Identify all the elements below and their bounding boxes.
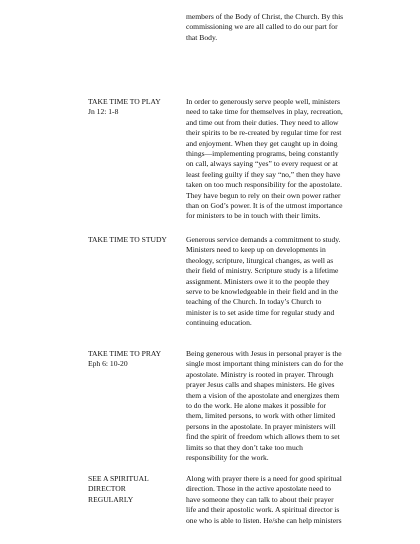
text-line: to do the work. He alone makes it possible for [186,401,327,411]
text-line: least feeling guilty if they say “no,” then they have [186,169,341,179]
text-line: life and their apostolic work. A spiritual director is [186,505,340,515]
text-line: prayer Jesus calls and shapes ministers. He gives [186,380,335,390]
text-line: one who is able to listen. He/she can help ministers [186,515,342,525]
text-line: members of the Body of Christ, the Church. By this [186,12,344,21]
text-line: DIRECTOR [88,484,126,494]
text-line: Jn 12: 1-8 [88,107,119,117]
text-line: TAKE TIME TO PLAY [88,97,161,106]
text-line: and time out from their duties. They need to allow [186,117,339,127]
text-line: SEE A SPIRITUAL [88,474,149,483]
section-body [186,474,342,526]
intro-paragraph [186,12,343,43]
text-line: taken on too much responsibility for the apostolate. [186,180,343,190]
text-line: theology, scripture, liturgical changes, as well as [186,255,334,265]
text-line: find the spirit of freedom which allows them to set [186,432,340,442]
text-line: for ministers to be in touch with their limits. [186,211,321,221]
text-line: them, limited persons, to work with other limited [186,411,336,421]
text-line: that Body. [186,32,218,42]
text-line: Ministers need to keep up on developments in [186,245,326,255]
text-line: responsibility for the work. [186,453,269,463]
text-line: need to take time for themselves in play, recreation, [186,107,343,117]
text-line: on call, always saying “yes” to every request or at [186,159,338,169]
text-line: single most important thing ministers can do for the [186,359,344,369]
text-line: serve to be knowledgeable in their field and in the [186,287,339,297]
text-line: limits so that they don’t take too much [186,442,303,452]
section-heading [88,235,167,245]
text-line: their spirits to be re-created by regular time for rest [186,128,342,138]
text-line: continuing education. [186,318,252,328]
section-body [186,349,343,463]
text-line: things—implementing programs, being constantly [186,149,339,159]
text-line: minister is to set aside time for regular study and [186,307,335,317]
text-line: and enjoyment. When they get caught up in doing [186,138,338,148]
section-heading [88,474,149,505]
text-line: TAKE TIME TO PRAY [88,349,162,358]
text-line: REGULARLY [88,494,134,504]
text-line: commissioning we are all called to do our part for [186,22,338,32]
text-line: Along with prayer there is a need for good spiritual [186,474,342,483]
section-body [186,97,343,222]
text-line: persons in the apostolate. In prayer ministers will [186,421,336,431]
text-line: teaching of the Church. In today’s Church to [186,297,322,307]
section-heading [88,349,161,370]
text-line: apostolate. Ministry is rooted in prayer. Through [186,369,334,379]
text-line: Generous service demands a commitment to study. [186,235,341,244]
text-line: their field of ministry. Scripture study is a lifetime [186,266,339,276]
text-line: direction. Those in the active apostolate need to [186,484,331,494]
text-line: In order to generously serve people well, ministers [186,97,340,106]
section-heading [88,97,161,118]
text-line: have someone they can talk to about their prayer [186,494,334,504]
text-line: TAKE TIME TO STUDY [88,235,167,244]
text-line: assignment. Ministers owe it to the people they [186,276,330,286]
text-line: They have begun to rely on their own power rather [186,190,341,200]
text-line: than on God’s power. It is of the utmost importance [186,201,343,211]
text-line: Eph 6: 10-20 [88,359,128,369]
section-body [186,235,341,329]
text-line: Being generous with Jesus in personal prayer is the [186,349,342,358]
text-line: them a vision of the apostolate and energizes them [186,390,340,400]
